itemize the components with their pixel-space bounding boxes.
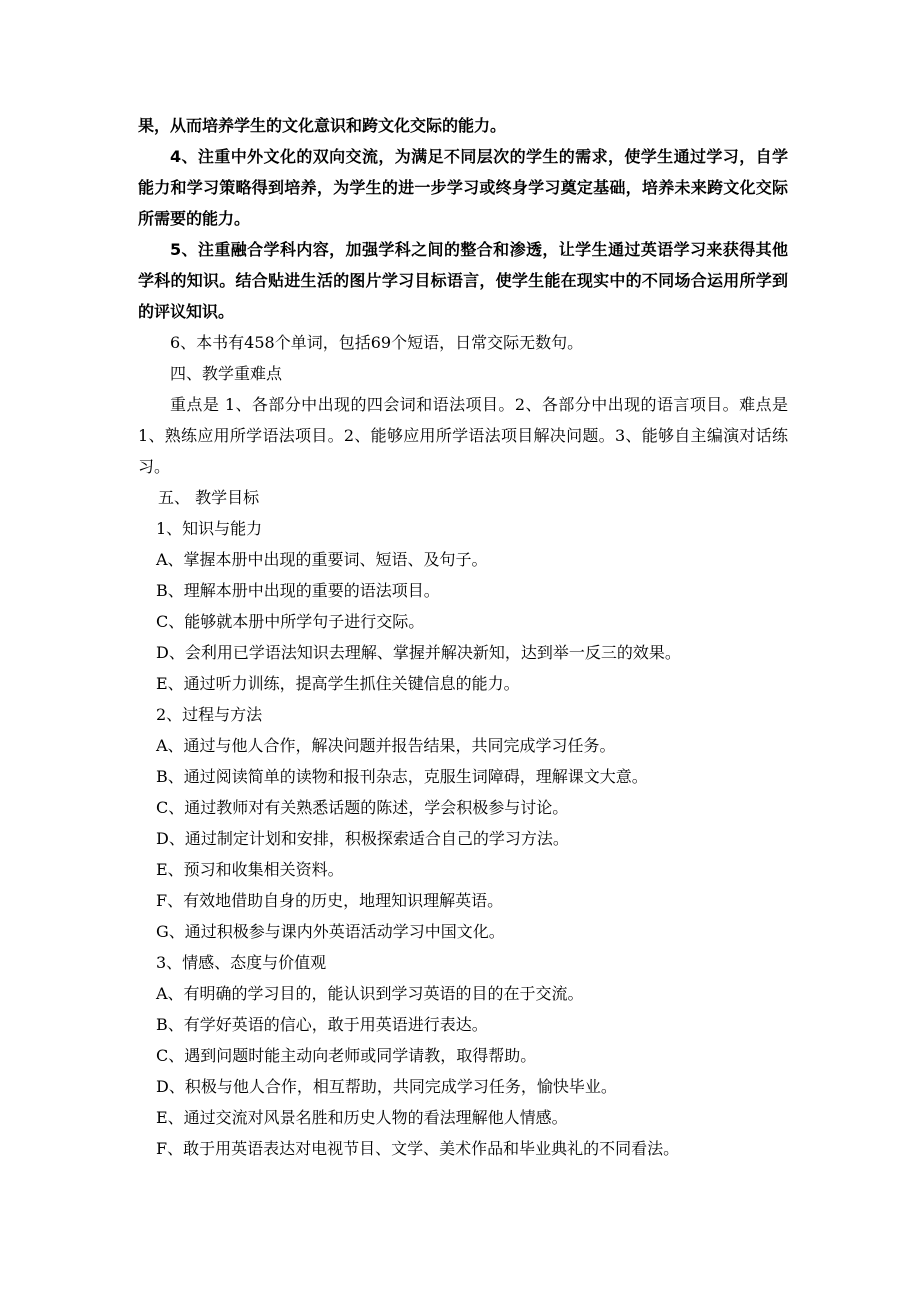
subheading-attitude: 3、情感、态度与价值观 bbox=[156, 953, 327, 972]
paragraph-point-5: 5、注重融合学科内容，加强学科之间的整合和渗透，让学生通过英语学习来获得其他学科的知识。结合贴进生活的图片学习目标语言，使学生能在现实中的不同场合运用所学到的评议知识。 bbox=[138, 240, 788, 321]
list-item: C、能够就本册中所学句子进行交际。 bbox=[156, 612, 425, 631]
list-item: D、通过制定计划和安排，积极探索适合自己的学习方法。 bbox=[156, 829, 569, 848]
list-item: D、积极与他人合作，相互帮助，共同完成学习任务，愉快毕业。 bbox=[156, 1077, 617, 1096]
list-item: B、有学好英语的信心，敢于用英语进行表达。 bbox=[156, 1015, 488, 1034]
paragraph-point-6: 6、本书有458个单词，包括69个短语，日常交际无数句。 bbox=[170, 333, 584, 352]
list-item: E、通过交流对风景名胜和历史人物的看法理解他人情感。 bbox=[156, 1108, 568, 1127]
paragraph-key-points: 重点是 1、各部分中出现的四会词和语法项目。2、各部分中出现的语言项目。难点是 1、熟练应用所学语法项目。2、能够应用所学语法项目解决问题。3、能够自主编演对话练习。 bbox=[138, 395, 788, 476]
list-item: A、掌握本册中出现的重要词、短语、及句子。 bbox=[156, 550, 488, 569]
list-item: E、预习和收集相关资料。 bbox=[156, 860, 344, 879]
list-item: A、有明确的学习目的，能认识到学习英语的目的在于交流。 bbox=[156, 984, 584, 1003]
section-heading-objectives: 五、 教学目标 bbox=[158, 488, 260, 507]
paragraph-culture-awareness: 果，从而培养学生的文化意识和跨文化交际的能力。 bbox=[138, 116, 507, 135]
list-item: C、通过教师对有关熟悉话题的陈述，学会积极参与讨论。 bbox=[156, 798, 569, 817]
list-item: F、敢于用英语表达对电视节目、文学、美术作品和毕业典礼的不同看法。 bbox=[156, 1139, 680, 1158]
list-item: A、通过与他人合作，解决问题并报告结果，共同完成学习任务。 bbox=[156, 736, 616, 755]
subheading-process: 2、过程与方法 bbox=[156, 705, 263, 724]
paragraph-point-4: 4、注重中外文化的双向交流，为满足不同层次的学生的需求，使学生通过学习，自学能力和学习策略得到培养，为学生的进一步学习或终身学习奠定基础，培养未来跨文化交际所需要的能力。 bbox=[138, 147, 788, 228]
list-item: B、通过阅读简单的读物和报刊杂志，克服生词障碍，理解课文大意。 bbox=[156, 767, 648, 786]
list-item: G、通过积极参与课内外英语活动学习中国文化。 bbox=[156, 922, 505, 941]
section-heading-key-points: 四、教学重难点 bbox=[170, 364, 283, 383]
document-body bbox=[138, 110, 788, 1164]
list-item: E、通过听力训练，提高学生抓住关键信息的能力。 bbox=[156, 674, 520, 693]
list-item: B、理解本册中出现的重要的语法项目。 bbox=[156, 581, 440, 600]
list-item: F、有效地借助自身的历史，地理知识理解英语。 bbox=[156, 891, 504, 910]
list-item: C、遇到问题时能主动向老师或同学请教，取得帮助。 bbox=[156, 1046, 537, 1065]
list-item: D、会利用已学语法知识去理解、掌握并解决新知，达到举一反三的效果。 bbox=[156, 643, 681, 662]
subheading-knowledge: 1、知识与能力 bbox=[156, 519, 263, 538]
